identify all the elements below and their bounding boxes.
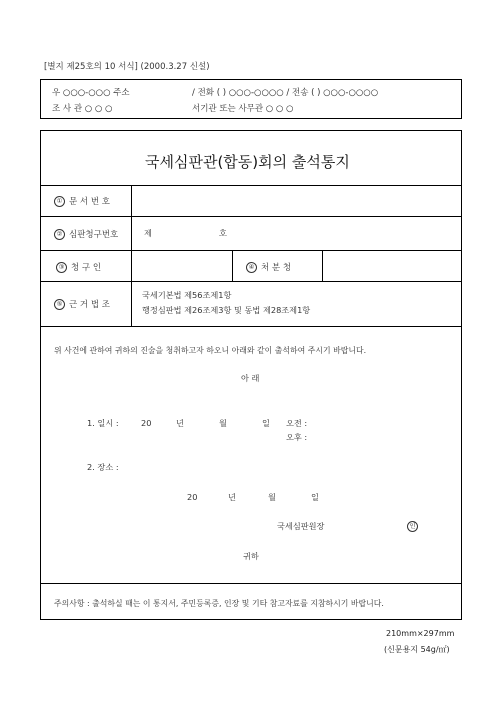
circle-number: ③ — [56, 262, 67, 273]
paper-size: 210mm×297mm — [386, 629, 455, 638]
case-number-prefix: 제 — [144, 228, 152, 238]
table-line — [131, 185, 132, 326]
investigator: 조 사 관 ○ ○ ○ — [52, 104, 113, 114]
claimant-label-text: 청 구 인 — [71, 263, 102, 273]
case-number-label-text: 심판청구번호 — [69, 230, 119, 240]
notice-text: 주의사항 : 출석하실 때는 이 통지서, 주민등록증, 인장 및 기타 참고자료를 지참하시기 바랍니다. — [54, 599, 384, 608]
issue-month-unit: 월 — [268, 492, 276, 502]
circle-number: ① — [54, 196, 65, 207]
legal-basis-label — [54, 298, 110, 310]
recipient: 귀하 — [243, 551, 259, 561]
issue-year: 20 — [187, 492, 198, 502]
office-address: 우 ○○○-○○○ 주소 — [52, 88, 130, 98]
date-day-unit: 일 — [262, 418, 270, 428]
case-number-suffix: 호 — [219, 228, 227, 238]
clerk: 서기관 또는 사무관 ○ ○ ○ — [192, 104, 294, 114]
legal-basis-label-text: 근 거 법 조 — [69, 300, 110, 310]
intro-text: 위 사건에 관하여 귀하의 진술을 청취하고자 하오니 아래와 같이 출석하여 주시기 바랍니다. — [54, 346, 367, 355]
table-line — [40, 281, 462, 282]
agency-label — [246, 261, 291, 273]
signer-title: 국세심판원장 — [277, 521, 325, 531]
date-label: 1. 일시 : — [87, 418, 119, 428]
date-year: 20 — [141, 418, 152, 428]
doc-number-label-text: 문 서 번 호 — [69, 197, 110, 207]
below-heading: 아 래 — [241, 373, 260, 383]
agency-label-text: 처 분 청 — [261, 263, 292, 273]
am-label: 오전 : — [286, 418, 308, 428]
table-line — [40, 185, 462, 186]
place-label: 2. 장소 : — [87, 462, 119, 472]
paper-type: (신문용지 54g/㎡) — [384, 645, 450, 654]
pm-label: 오후 : — [286, 432, 308, 442]
doc-number-label — [54, 195, 110, 207]
table-line — [40, 326, 462, 327]
case-number-label — [54, 228, 118, 240]
circle-number: ⑤ — [54, 299, 65, 310]
legal-basis-line2: 행정심판법 제26조제3항 및 동법 제28조제1항 — [142, 305, 311, 315]
legal-basis-line1: 국세기본법 제56조제1항 — [142, 290, 232, 300]
date-month-unit: 월 — [219, 418, 227, 428]
form-title: 국세심판관(합동)회의 출석통지 — [145, 153, 350, 171]
claimant-label — [56, 261, 101, 273]
table-line — [322, 250, 323, 281]
table-line — [232, 250, 233, 281]
seal-mark: 인 — [407, 521, 418, 532]
table-line — [40, 216, 462, 217]
circle-number: ② — [54, 229, 65, 240]
issue-day-unit: 일 — [311, 492, 319, 502]
issue-year-unit: 년 — [228, 492, 236, 502]
notice-divider — [40, 583, 462, 584]
table-line — [40, 250, 462, 251]
circle-number: ④ — [246, 262, 257, 273]
form-reference: [별지 제25호의 10 서식] (2000.3.27 신설) — [44, 62, 210, 72]
office-phone-fax: / 전화 ( ) ○○○-○○○○ / 전송 ( ) ○○○-○○○○ — [192, 88, 379, 98]
date-year-unit: 년 — [176, 418, 184, 428]
